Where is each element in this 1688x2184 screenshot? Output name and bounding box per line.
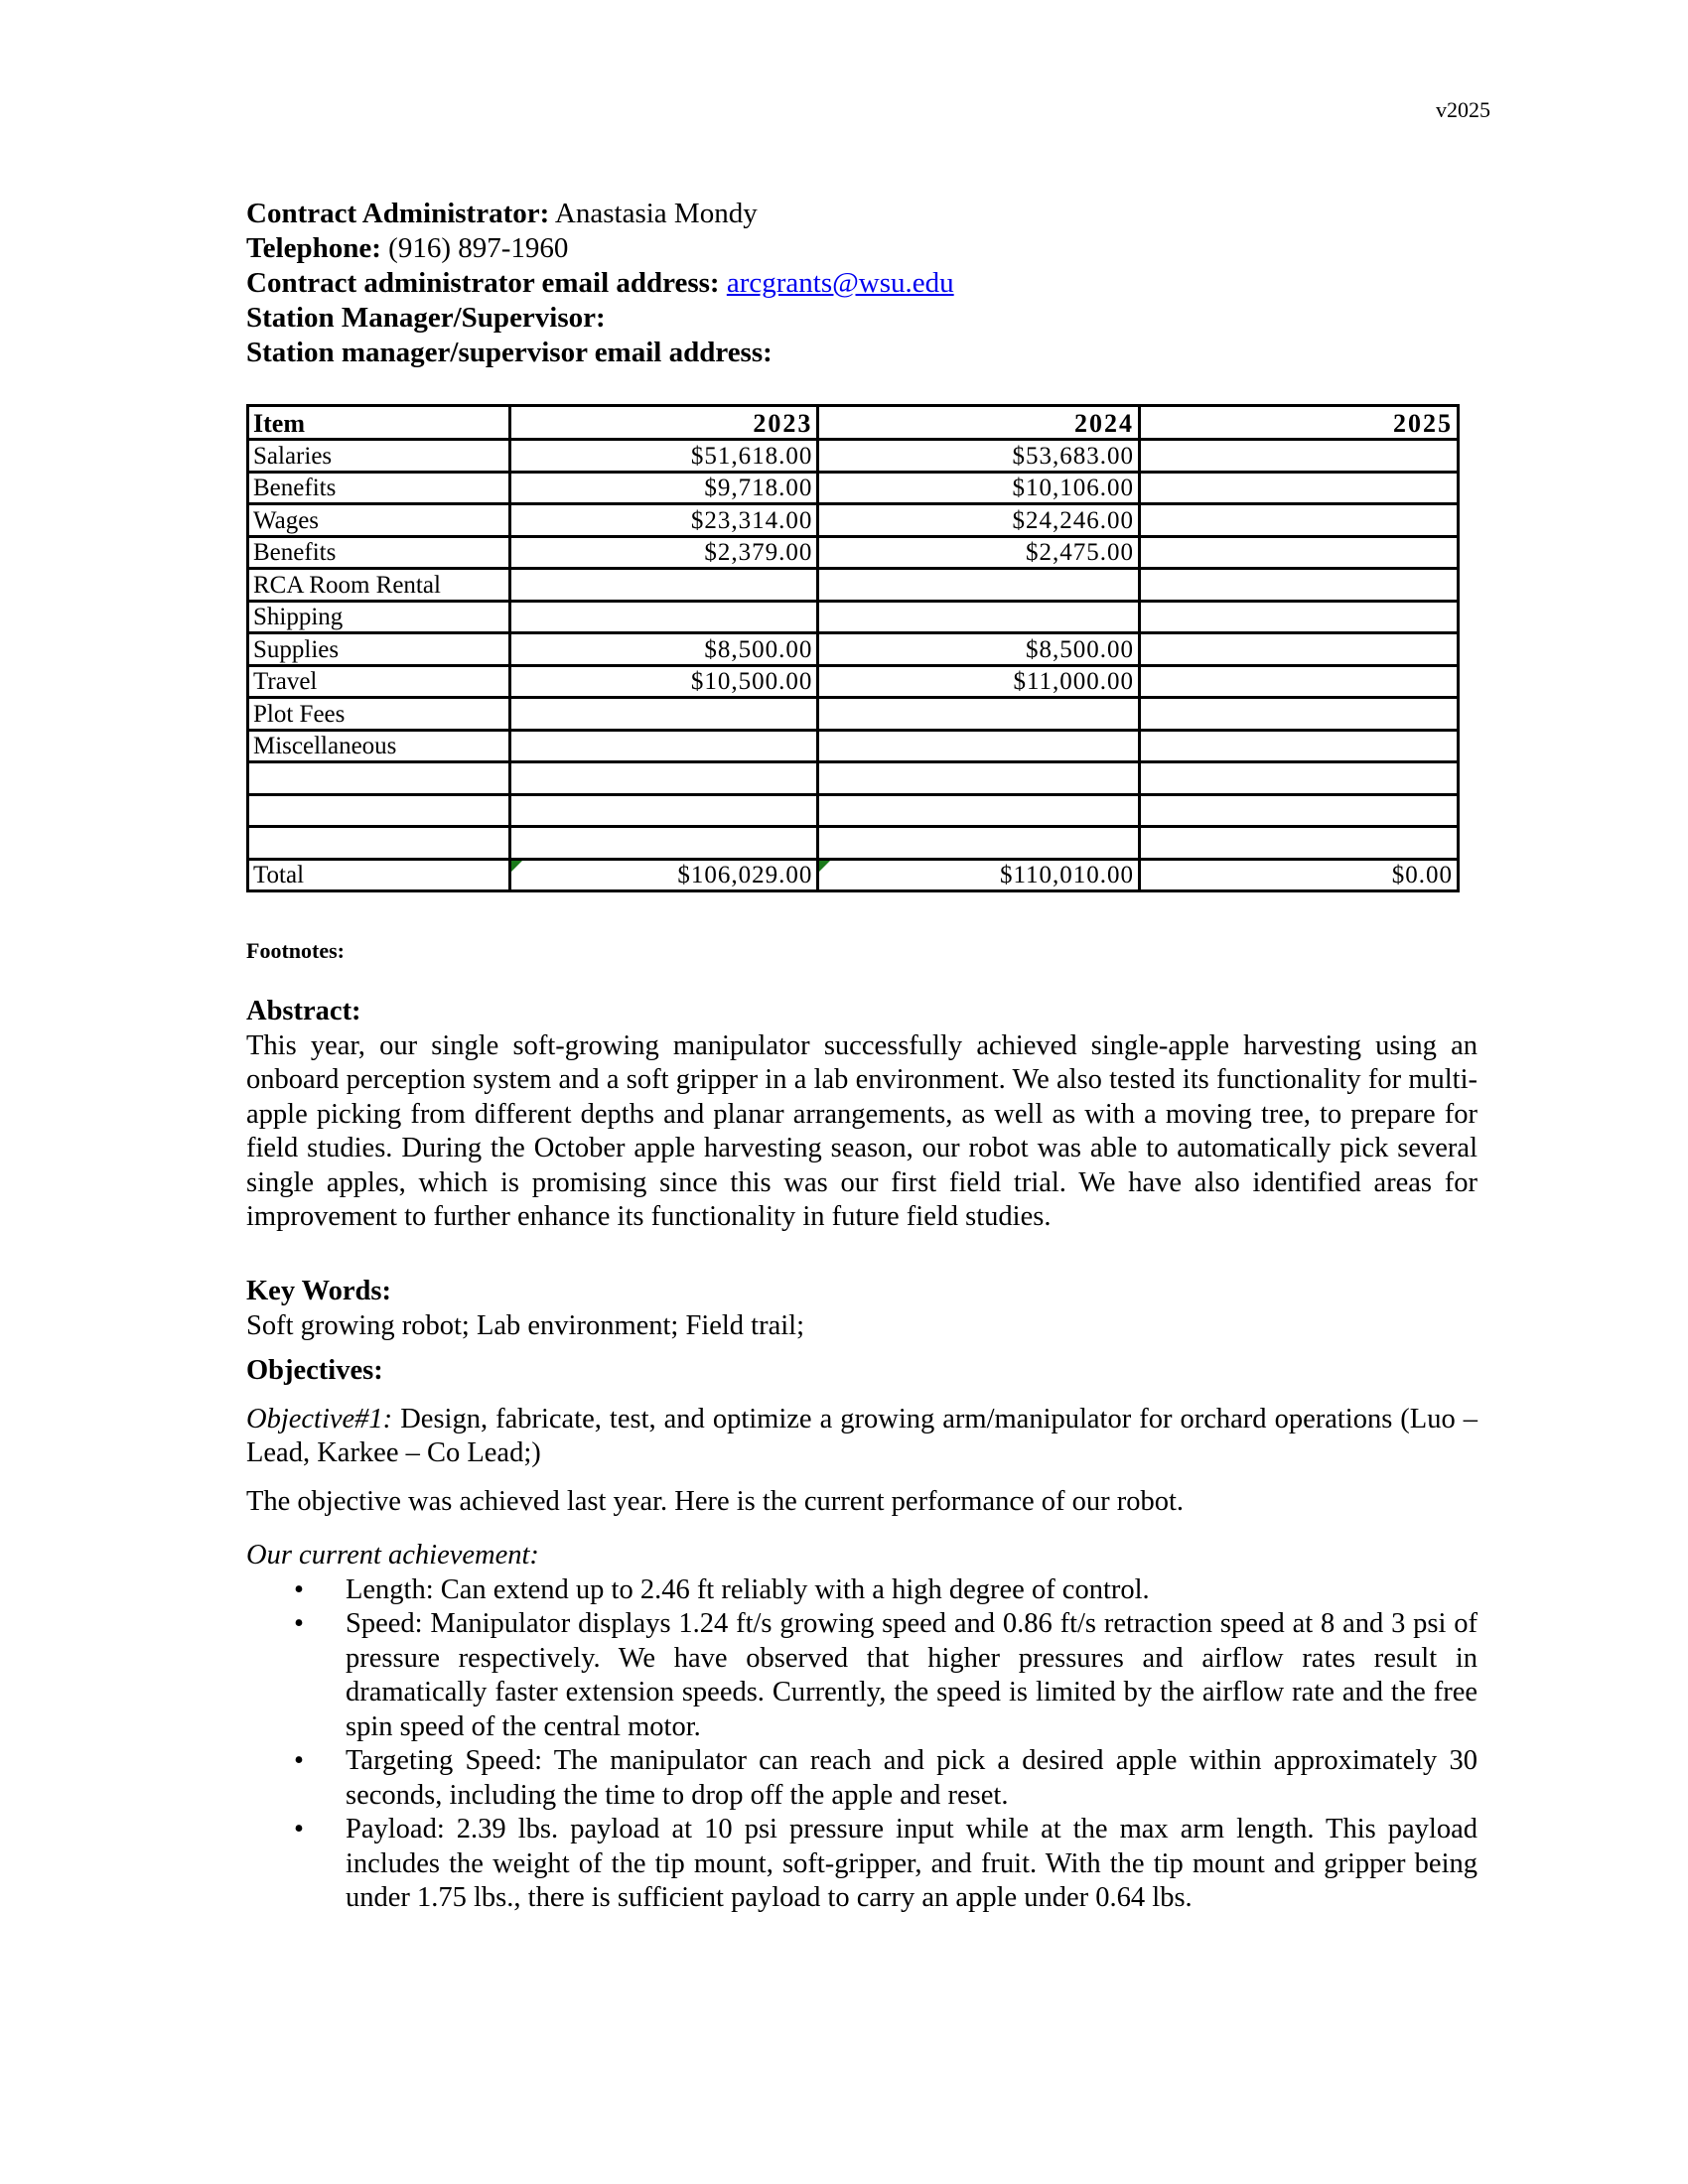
row-2023 xyxy=(510,794,818,827)
table-row xyxy=(248,569,1459,602)
row-2023 xyxy=(510,762,818,795)
row-2025 xyxy=(1140,762,1459,795)
table-row xyxy=(248,762,1459,795)
row-2025 xyxy=(1140,794,1459,827)
row-2024 xyxy=(818,569,1140,602)
telephone-label: Telephone: xyxy=(246,232,381,264)
telephone-value: (916) 897-1960 xyxy=(388,232,569,264)
keywords-section xyxy=(246,1275,1477,1343)
table-row xyxy=(248,698,1459,731)
row-2025 xyxy=(1140,698,1459,731)
abstract-heading: Abstract: xyxy=(246,996,361,1026)
table-total-row xyxy=(248,859,1459,891)
row-2025 xyxy=(1140,665,1459,698)
row-2024: $11,000.00 xyxy=(818,665,1140,698)
row-2023 xyxy=(510,569,818,602)
row-2025 xyxy=(1140,633,1459,666)
achievement-item-payload: • Payload: 2.39 lbs. payload at 10 psi pressure input while at the max arm length. This payload includes the weight of the tip mount, soft-gripper, and fruit. With the tip mount and gripper being under 1.75 lbs., there is sufficient payload to carry an apple under 0.64 lbs. xyxy=(294,1814,1477,1913)
row-2023: $8,500.00 xyxy=(510,633,818,666)
keywords-text: Soft growing robot; Lab environment; Field trail; xyxy=(246,1309,804,1341)
row-2023 xyxy=(510,601,818,633)
table-row xyxy=(248,665,1459,698)
version-label: v2025 xyxy=(1436,97,1490,122)
objectives-section xyxy=(246,1354,1477,1916)
table-row xyxy=(248,472,1459,504)
station-manager-label: Station Manager/Supervisor: xyxy=(246,302,606,334)
row-2024 xyxy=(818,730,1140,762)
row-item: Wages xyxy=(248,504,510,537)
station-email-label: Station manager/supervisor email address: xyxy=(246,337,773,368)
total-2023-cell xyxy=(510,859,818,891)
row-2025 xyxy=(1140,730,1459,762)
abstract-text: This year, our single soft-growing manipulator successfully achieved single-apple harvesting using an onboard perception system and a soft gripper in a lab environment. We also tested its functionality for multi-apple picking from different depths and planar arrangements, as well as with a moving tree, to prepare for field studies. During the October apple harvesting season, our robot was able to automatically pick several single apples, which is promising since this was our first field trial. We have also identified areas for improvement to further enhance its functionality in future field studies. xyxy=(246,1029,1477,1232)
objective-1-label: Objective#1: xyxy=(246,1403,393,1434)
achievement-item-length: • Length: Can extend up to 2.46 ft reliably with a high degree of control. xyxy=(346,1573,1477,1608)
row-2023: $51,618.00 xyxy=(510,440,818,473)
table-row xyxy=(248,601,1459,633)
row-item: Miscellaneous xyxy=(248,730,510,762)
bullet-icon: • xyxy=(294,1814,304,1844)
bullet-icon: • xyxy=(294,1573,304,1605)
objective-status: The objective was achieved last year. Here is the current performance of our robot. xyxy=(246,1485,1185,1517)
total-2024-cell xyxy=(818,859,1140,891)
row-2024 xyxy=(818,827,1140,860)
footnotes-label: Footnotes: xyxy=(246,938,345,963)
row-2024: $24,246.00 xyxy=(818,504,1140,537)
telephone-line xyxy=(246,231,954,266)
column-header-2023: 2023 xyxy=(510,406,818,440)
row-item: Benefits xyxy=(248,472,510,504)
total-2023: $106,029.00 xyxy=(677,862,813,888)
abstract-section xyxy=(246,995,1477,1235)
total-2025: $0.00 xyxy=(1140,859,1459,891)
keywords-heading: Key Words: xyxy=(246,1276,391,1306)
row-item xyxy=(248,827,510,860)
achievement-list xyxy=(246,1573,1477,1916)
row-2023 xyxy=(510,827,818,860)
row-item: Salaries xyxy=(248,440,510,473)
formula-flag-icon xyxy=(819,861,830,872)
column-header-item: Item xyxy=(248,406,510,440)
row-2024 xyxy=(818,794,1140,827)
table-row xyxy=(248,633,1459,666)
contract-admin-line xyxy=(246,197,954,231)
row-item: Supplies xyxy=(248,633,510,666)
row-2024: $10,106.00 xyxy=(818,472,1140,504)
row-item: RCA Room Rental xyxy=(248,569,510,602)
row-2023: $9,718.00 xyxy=(510,472,818,504)
row-2025 xyxy=(1140,569,1459,602)
objectives-heading: Objectives: xyxy=(246,1355,383,1386)
achievement-item-targeting-speed: • Targeting Speed: The manipulator can reach and pick a desired apple within approximately 30 seconds, including the time to drop off the apple and reset. xyxy=(294,1745,1477,1811)
row-2023 xyxy=(510,698,818,731)
row-2025 xyxy=(1140,601,1459,633)
admin-email-link[interactable]: arcgrants@wsu.edu xyxy=(726,267,954,299)
total-label: Total xyxy=(248,859,510,891)
table-row xyxy=(248,827,1459,860)
total-2024: $110,010.00 xyxy=(999,862,1135,888)
station-email-line xyxy=(246,336,954,370)
row-2025 xyxy=(1140,827,1459,860)
column-header-2024: 2024 xyxy=(818,406,1140,440)
table-row xyxy=(248,794,1459,827)
formula-flag-icon xyxy=(511,861,522,872)
station-manager-line xyxy=(246,301,954,336)
budget-table xyxy=(246,404,1460,892)
achievement-item-speed: • Speed: Manipulator displays 1.24 ft/s growing speed and 0.86 ft/s retraction speed at 8 and 3 psi of pressure respectively. We have observed that higher pressures and airflow rates result in dramatically faster extension speeds. Currently, the speed is limited by the airflow rate and the free spin speed of the central motor. xyxy=(294,1608,1477,1742)
row-2025 xyxy=(1140,536,1459,569)
objective-1 xyxy=(246,1403,1477,1471)
row-2024: $53,683.00 xyxy=(818,440,1140,473)
row-2024: $8,500.00 xyxy=(818,633,1140,666)
contact-block xyxy=(246,197,954,370)
row-2025 xyxy=(1140,472,1459,504)
row-item: Travel xyxy=(248,665,510,698)
admin-email-line xyxy=(246,266,954,301)
contract-admin-label: Contract Administrator: xyxy=(246,198,550,229)
table-row xyxy=(248,440,1459,473)
column-header-2025: 2025 xyxy=(1140,406,1459,440)
achievement-heading: Our current achievement: xyxy=(246,1540,539,1570)
row-2023: $10,500.00 xyxy=(510,665,818,698)
row-2023 xyxy=(510,730,818,762)
table-row xyxy=(248,504,1459,537)
bullet-icon: • xyxy=(294,1745,304,1776)
row-2023: $2,379.00 xyxy=(510,536,818,569)
row-2024 xyxy=(818,601,1140,633)
contract-admin-value: Anastasia Mondy xyxy=(554,198,758,229)
row-2024 xyxy=(818,762,1140,795)
row-item: Plot Fees xyxy=(248,698,510,731)
row-2024: $2,475.00 xyxy=(818,536,1140,569)
row-2023: $23,314.00 xyxy=(510,504,818,537)
bullet-icon: • xyxy=(294,1608,304,1639)
admin-email-label: Contract administrator email address: xyxy=(246,267,720,299)
objective-1-text: Design, fabricate, test, and optimize a growing arm/manipulator for orchard operations (Luo – Lead, Karkee – Co Lead;) xyxy=(246,1403,1477,1468)
row-2024 xyxy=(818,698,1140,731)
row-item xyxy=(248,794,510,827)
row-2025 xyxy=(1140,440,1459,473)
table-header-row xyxy=(248,406,1459,440)
row-item: Benefits xyxy=(248,536,510,569)
row-item xyxy=(248,762,510,795)
row-2025 xyxy=(1140,504,1459,537)
table-row xyxy=(248,730,1459,762)
row-item: Shipping xyxy=(248,601,510,633)
table-row xyxy=(248,536,1459,569)
